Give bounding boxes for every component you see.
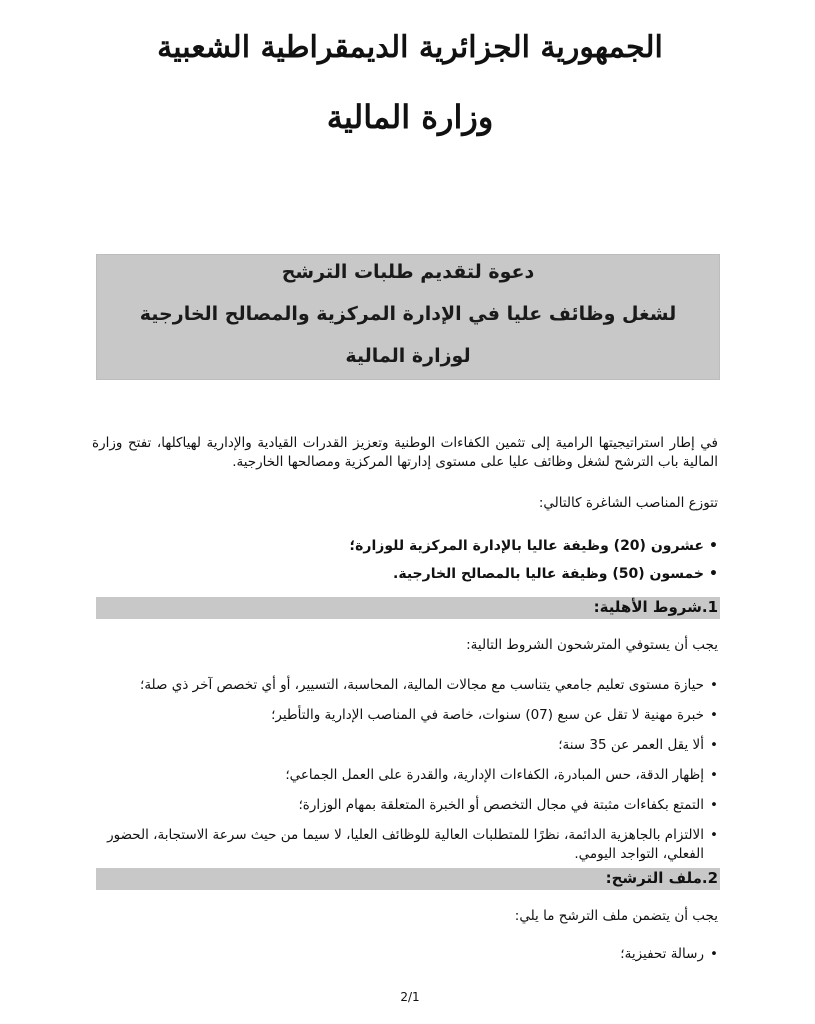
list-item: • رسالة تحفيزية؛ bbox=[92, 945, 718, 964]
file-list bbox=[92, 945, 718, 964]
ministry-header: وزارة المالية bbox=[326, 98, 494, 136]
list-item: • الالتزام بالجاهزية الدائمة، نظرًا للمتطلبات العالية للوظائف العليا، لا سيما من حيث سرعة الاستجابة، الحضور الفعلي، التواجد اليومي. bbox=[92, 826, 718, 864]
list-item: • خبرة مهنية لا تقل عن سبع (07) سنوات، خاصة في المناصب الإدارية والتأطير؛ bbox=[92, 706, 718, 725]
list-item: • خمسون (50) وظيفة عاليا بالمصالح الخارجية. bbox=[92, 560, 718, 588]
intro-paragraph: في إطار استراتيجيتها الرامية إلى تثمين الكفاءات الوطنية وتعزيز القدرات القيادية والإدارية لهياكلها، تفتح وزارة المالية باب الترشح لشغل وظائف عليا على مستوى إدارتها المركزية ومصالحها الخارجية. bbox=[92, 435, 718, 470]
title-line-2: لشغل وظائف عليا في الإدارة المركزية والمصالح الخارجية bbox=[139, 303, 677, 325]
conditions-list bbox=[92, 676, 718, 875]
section-header-eligibility bbox=[96, 597, 720, 619]
republic-header: الجمهورية الجزائرية الديمقراطية الشعبية bbox=[157, 30, 663, 65]
conditions-intro: يجب أن يستوفي المترشحون الشروط التالية: bbox=[466, 637, 718, 653]
list-item: • عشرون (20) وظيفة عاليا بالإدارة المركزية للوزارة؛ bbox=[92, 532, 718, 560]
section-title: 1.شروط الأهلية: bbox=[593, 598, 718, 616]
file-intro: يجب أن يتضمن ملف الترشح ما يلي: bbox=[514, 908, 718, 924]
title-box bbox=[96, 254, 720, 380]
distribution-list bbox=[92, 532, 718, 588]
page-number: 2/1 bbox=[400, 990, 420, 1004]
section-header-application-file bbox=[96, 868, 720, 890]
list-item: • ألا يقل العمر عن 35 سنة؛ bbox=[92, 736, 718, 755]
list-item: • إظهار الدقة، حس المبادرة، الكفاءات الإدارية، والقدرة على العمل الجماعي؛ bbox=[92, 766, 718, 785]
title-line-1: دعوة لتقديم طلبات الترشح bbox=[281, 261, 535, 283]
distribution-intro: تتوزع المناصب الشاغرة كالتالي: bbox=[538, 495, 718, 511]
section-title: 2.ملف الترشح: bbox=[605, 869, 718, 887]
title-line-3: لوزارة المالية bbox=[345, 345, 471, 367]
list-item: • حيازة مستوى تعليم جامعي يتناسب مع مجالات المالية، المحاسبة، التسيير، أو أي تخصص آخر ذي صلة؛ bbox=[92, 676, 718, 695]
list-item: • التمتع بكفاءات مثبتة في مجال التخصص أو الخبرة المتعلقة بمهام الوزارة؛ bbox=[92, 796, 718, 815]
